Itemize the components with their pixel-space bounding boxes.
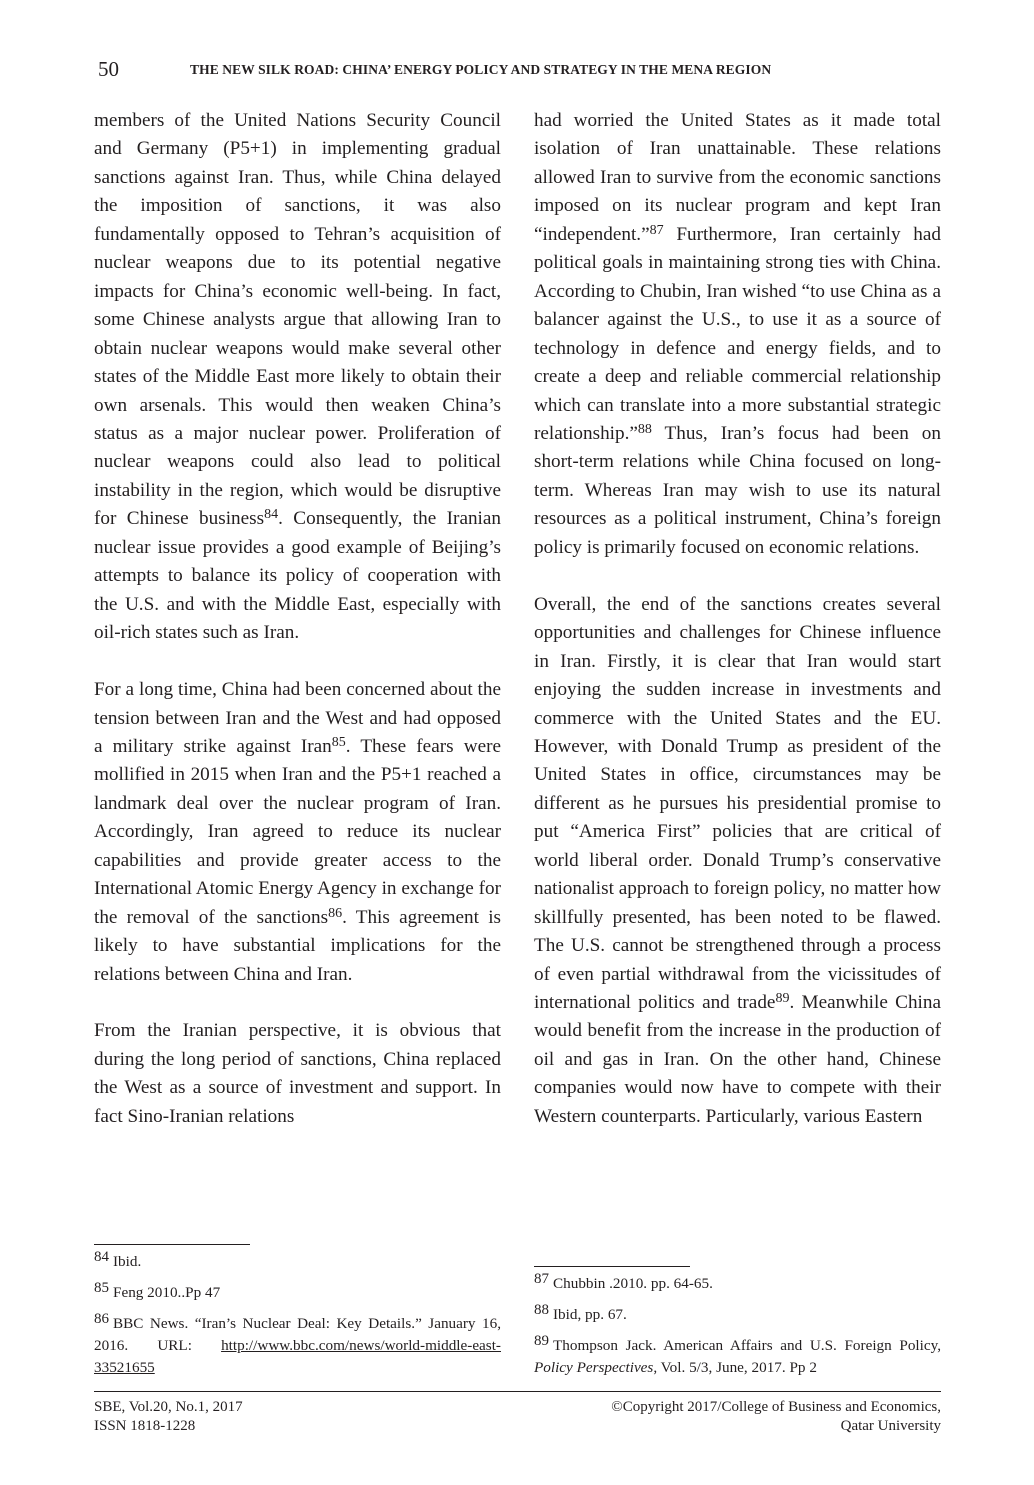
paragraph: For a long time, China had been concerned about the tension between Iran and the West and had opposed a military strike against Iran$^{85}$. These fears were mollified in 2015 when Iran and the P5+1 reached a landmark deal over the nuclear program of Iran. Accordingly, Iran agreed to reduce its nuclear capabilities and provide greater access to the International Atomic Energy Agency in exchange for the removal of the sanctions$^{86}$. This agreement is likely to have substantial implications for the relations between China and Iran. [94,679,502,985]
footer-divider [94,1391,941,1392]
footnotes-right [534,1268,941,1383]
footnote-ref[interactable]: 87 [649,222,664,238]
footnote: 89 Thompson Jack. American Affairs and U.S. Foreign Policy, Policy Perspectives, Vol. 5/3, June, 2017. Pp 2 [534,1333,941,1376]
footer-journal-info [94,1398,243,1436]
footnote: 88 Ibid, pp. 67. [534,1302,627,1323]
paragraph: From the Iranian perspective, it is obvious that during the long period of sanctions, China replaced the West as a source of investment and support. In fact Sino-Iranian relations [94,1020,501,1127]
left-column [94,107,501,1131]
running-title: THE NEW SILK ROAD: CHINA’ ENERGY POLICY AND STRATEGY IN THE MENA REGION [190,62,772,77]
footnote-ref[interactable]: 84 [264,507,279,523]
footnote: 84 Ibid. [94,1249,142,1270]
paragraph: Overall, the end of the sanctions creates several opportunities and challenges for Chinese influence in Iran. Firstly, it is clear that Iran would start enjoying the sudden increase in investments and commerce with the United States and the EU. However, with Donald Trump as president of the United States in office, circumstances may be different as he pursues his presidential promise to put “America First” policies that are critical of world liberal order. Donald Trump’s conservative nationalist approach to foreign policy, no matter how skillfully presented, has been noted to be flawed. The U.S. cannot be strengthened through a process of even partial withdrawal from the vicissitudes of international politics and trade$^{89}$. Meanwhile China would benefit from the increase in the production of oil and gas in Iran. On the other hand, Chinese companies would now have to compete with their Western counterparts. Particularly, various Eastern [534,593,941,1127]
footnote-ref[interactable]: 85 [331,734,346,750]
footer-copyright [611,1398,941,1436]
university: Qatar University [840,1418,941,1434]
right-column [534,107,941,1131]
paragraph: had worried the United States as it made total isolation of Iran unattainable. These relations allowed Iran to survive from the economic sanctions imposed on its nuclear program and kept Iran “independent.”$^{87}$ Furthermore, Iran certainly had political goals in maintaining strong ties with China. According to Chubin, Iran wished “to use China as a balancer against the U.S., to use it as a source of technology in defence and energy fields, and to create a deep and reliable commercial relationship which can translate into a more substantial strategic relationship.”$^{88}$ Thus, Iran’s focus had been on short-term relations while China focused on long-term. Whereas Iran may wish to use its natural resources as a political instrument, China’s foreign policy is primarily focused on economic relations. [534,110,941,558]
footnotes-left [94,1246,501,1383]
footnote-divider [94,1244,250,1245]
journal-citation: SBE, Vol.20, No.1, 2017 [94,1399,243,1415]
footnote-divider [534,1266,690,1267]
footnote: 85 Feng 2010..Pp 47 [94,1280,221,1301]
copyright-line: ©Copyright 2017/College of Business and Economics, [611,1399,941,1415]
issn: ISSN 1818-1228 [94,1418,196,1434]
footnote-ref[interactable]: 89 [775,991,790,1007]
paragraph: members of the United Nations Security Council and Germany (P5+1) in implementing gradual sanctions against Iran. Thus, while China delayed the imposition of sanctions, it was also fundamentally opposed to Tehran’s acquisition of nuclear weapons due to its potential negative impacts for China’s economic well-being. In fact, some Chinese analysts argue that allowing Iran to obtain nuclear weapons would make several other states of the Middle East more likely to obtain their own arsenals. This would then weaken China’s status as a major nuclear power. Proliferation of nuclear weapons could also lead to political instability in the region, which would be disruptive for Chinese business$^{84}$. Consequently, the Iranian nuclear issue provides a good example of Beijing’s attempts to balance its policy of cooperation with the U.S. and with the Middle East, especially with oil-rich states such as Iran. [94,110,502,644]
footnote: 86 BBC News. “Iran’s Nuclear Deal: Key Details.” January 16, 2016. URL: http://www.bbc.com/news/world-middle-east-33521655 [94,1311,501,1376]
footnote: 87 Chubbin .2010. pp. 64-65. [534,1271,713,1292]
page-number: 50 [98,57,119,81]
footnote-link[interactable]: http://www.bbc.com/news/world-middle-east-33521655 [94,1337,501,1376]
footnote-ref[interactable]: 88 [637,421,652,437]
footnote-ref[interactable]: 86 [328,905,343,921]
